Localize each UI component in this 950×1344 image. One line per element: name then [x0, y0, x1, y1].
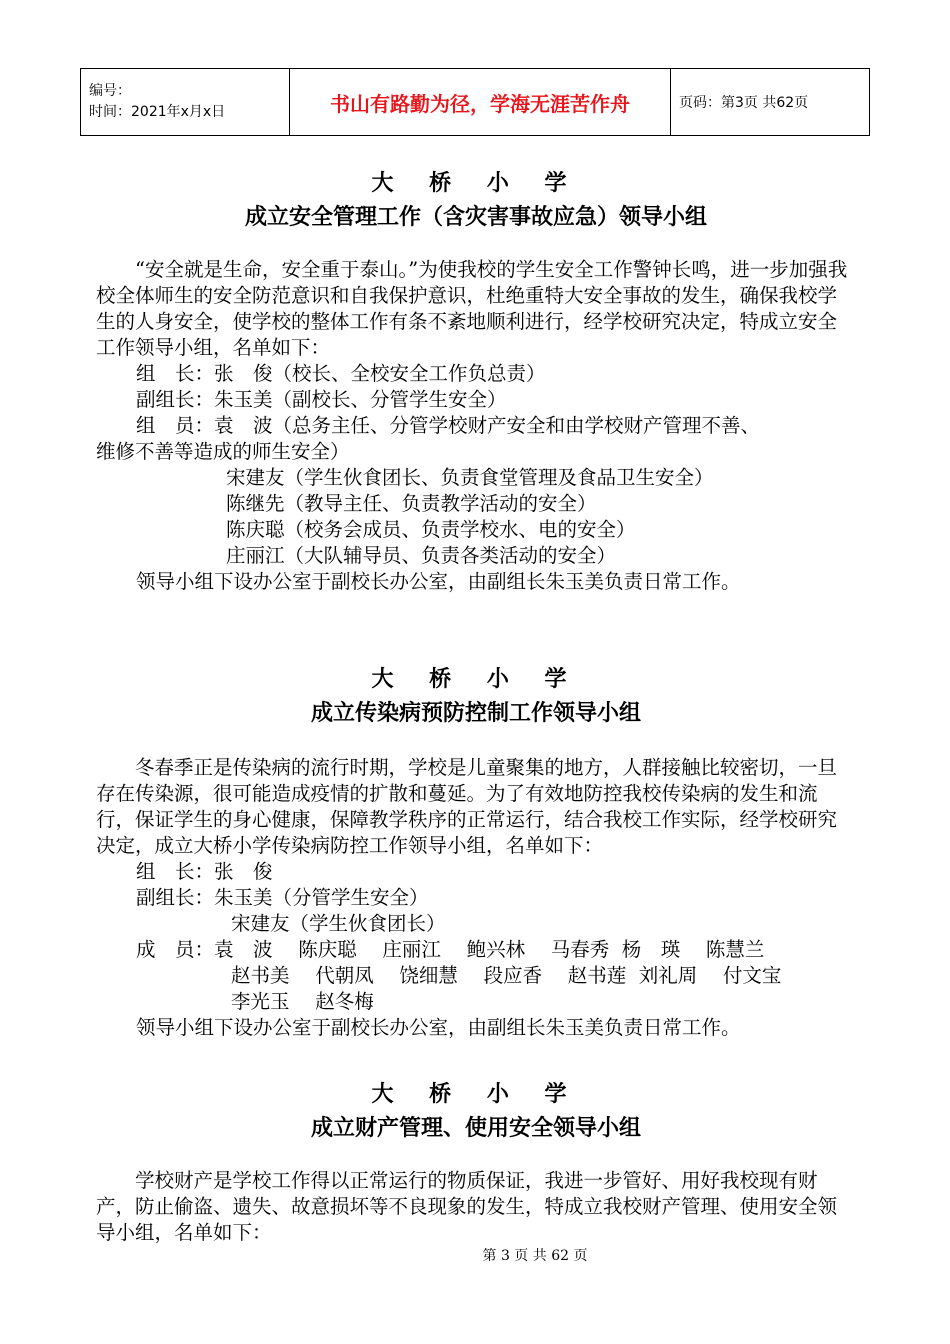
- page-footer: 第 3 页 共 62 页: [482, 1248, 588, 1264]
- section-school-name: 大 桥 小 学: [371, 667, 581, 692]
- member-line: 组 员：袁 波（总务主任、分管学校财产安全和由学校财产管理不善、: [136, 414, 761, 437]
- member-line: 庄丽江（大队辅导员、负责各类活动的安全）: [226, 544, 617, 567]
- section-intro: “安全就是生命，安全重于泰山。”为使我校的学生安全工作警钟长鸣，进一步加强我校全体师生的安全防范意识和自我保护意识，杜绝重特大安全事故的发生，确保我校学生的人身安全，使学校的整体工作有条不紊地顺利进行，经学校研究决定，特成立安全工作领导小组，名单如下：: [96, 258, 848, 359]
- header-page-info: 页码：第3页 共62页: [671, 69, 870, 136]
- office-line: 领导小组下设办公室于副校长办公室，由副组长朱玉美负责日常工作。: [136, 570, 741, 593]
- section-disease-control: [96, 663, 856, 1041]
- section-school-name: 大 桥 小 学: [371, 171, 581, 196]
- members-line: 成 员：袁 波 陈庆聪 庄丽江 鲍兴林 马春秀 杨 瑛 陈慧兰: [136, 938, 765, 961]
- section-title: 成立安全管理工作（含灾害事故应急）领导小组: [244, 205, 707, 230]
- section-intro: 学校财产是学校工作得以正常运行的物质保证，我进一步管好、用好我校现有财产，防止偷盗、遗失、故意损坏等不良现象的发生，特成立我校财产管理、使用安全领导小组，名单如下：: [96, 1169, 838, 1244]
- section-safety-management: [96, 167, 856, 595]
- header-motto: 书山有路勤为径，学海无涯苦作舟: [290, 69, 671, 136]
- header-date: 时间：2021年x月x日: [89, 104, 226, 120]
- section-title: 成立财产管理、使用安全领导小组: [310, 1116, 641, 1141]
- header-meta: [81, 69, 290, 136]
- members-line: 赵书美 代朝凤 饶细慧 段应香 赵书莲 刘礼周 付文宝: [231, 964, 782, 987]
- section-property-safety: [96, 1078, 856, 1246]
- office-line: 领导小组下设办公室于副校长办公室，由副组长朱玉美负责日常工作。: [136, 1016, 741, 1039]
- member-line: 宋建友（学生伙食团长、负责食堂管理及食品卫生安全）: [226, 466, 714, 489]
- section-intro: 冬春季正是传染病的流行时期，学校是儿童聚集的地方，人群接触比较密切，一旦存在传染源，很可能造成疫情的扩散和蔓延。为了有效地防控我校传染病的发生和流行，保证学生的身心健康，保障教学秩序的正常运行，结合我校工作实际，经学校研究决定，成立大桥小学传染病防控工作领导小组，名单如下：: [96, 756, 838, 857]
- leader-line: 组 长：张 俊: [136, 860, 273, 883]
- header-number: 编号：: [89, 83, 131, 99]
- members-line: 李光玉 赵冬梅: [231, 990, 374, 1013]
- deputy-line: 宋建友（学生伙食团长）: [231, 912, 446, 935]
- member-line: 陈庆聪（校务会成员、负责学校水、电的安全）: [226, 518, 636, 541]
- leader-line: 组 长：张 俊（校长、全校安全工作负总责）: [136, 362, 546, 385]
- section-title: 成立传染病预防控制工作领导小组: [310, 701, 641, 726]
- member-line-cont: 维修不善等造成的师生安全）: [96, 440, 350, 463]
- section-school-name: 大 桥 小 学: [371, 1082, 581, 1107]
- deputy-line: 副组长：朱玉美（分管学生安全）: [136, 886, 429, 909]
- member-line: 陈继先（教导主任、负责教学活动的安全）: [226, 492, 597, 515]
- document-header: [80, 68, 870, 136]
- deputy-line: 副组长：朱玉美（副校长、分管学生安全）: [136, 388, 507, 411]
